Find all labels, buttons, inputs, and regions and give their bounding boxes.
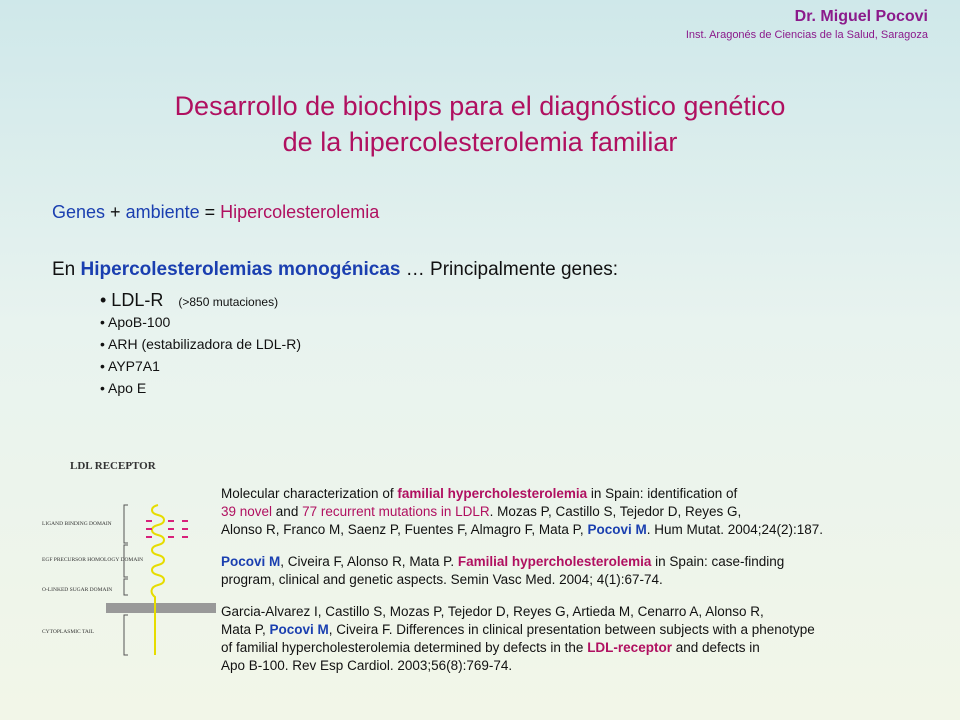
ref2-text: program, clinical and genetic aspects. Semin Vasc Med. 2004; 4(1):67-74. bbox=[221, 572, 663, 587]
ldl-receptor-diagram bbox=[40, 455, 220, 665]
intro-suffix: … Principalmente genes: bbox=[400, 259, 619, 280]
ref1-highlight: familial hypercholesterolemia bbox=[397, 486, 588, 501]
gene-item: • AYP7A1 bbox=[100, 358, 160, 374]
ref1-text: and bbox=[272, 504, 303, 519]
equation-plus: + bbox=[105, 202, 126, 222]
ref2-text: , Civeira F, Alonso R, Mata P. bbox=[280, 554, 458, 569]
ref2-highlight: Familial hypercholesterolemia bbox=[457, 554, 652, 569]
equation-result: Hipercolesterolemia bbox=[220, 202, 380, 222]
ref3-text: of familial hypercholesterolemia determined by defects in the bbox=[221, 640, 588, 655]
gene-item: • ApoB-100 bbox=[100, 314, 171, 330]
domain-brackets bbox=[124, 505, 128, 655]
title-line-2: de la hipercolesterolemia familiar bbox=[282, 127, 678, 157]
equation-genes: Genes bbox=[52, 202, 106, 222]
ref2-author-highlight: Pocovi M bbox=[221, 554, 281, 569]
figure-label-ligand: LIGAND BINDING DOMAIN bbox=[42, 521, 112, 527]
ref3-text: and defects in bbox=[671, 640, 760, 655]
equation-line bbox=[52, 202, 379, 223]
ref3-text: Apo B-100. Rev Esp Cardiol. 2003;56(8):769-74. bbox=[221, 658, 513, 673]
ref3-text: Garcia-Alvarez I, Castillo S, Mozas P, Tejedor D, Reyes G, Artieda M, Cenarro A, Alonso R, bbox=[221, 604, 764, 619]
references bbox=[221, 485, 951, 689]
ref3-author-highlight: Pocovi M bbox=[269, 622, 329, 637]
gene-item: • Apo E bbox=[100, 380, 147, 396]
ref3-text: , Civeira F. Differences in clinical presentation between subjects with a phenotype bbox=[328, 622, 815, 637]
author-institution: Inst. Aragonés de Ciencias de la Salud, Saragoza bbox=[685, 29, 928, 41]
intro-bold: Hipercolesterolemias monogénicas bbox=[80, 259, 401, 280]
ref1-text: Molecular characterization of bbox=[221, 486, 398, 501]
reference-3 bbox=[221, 603, 951, 675]
intro-prefix: En bbox=[52, 259, 81, 280]
figure-label-tail: CYTOPLASMIC TAIL bbox=[42, 629, 95, 635]
intro-line bbox=[52, 259, 618, 281]
ref2-text: in Spain: case-finding bbox=[651, 554, 785, 569]
reference-1 bbox=[221, 485, 951, 539]
equation-ambiente: ambiente bbox=[125, 202, 200, 222]
ref1-text: . Mozas P, Castillo S, Tejedor D, Reyes G, bbox=[489, 504, 742, 519]
ref1-text: . Hum Mutat. 2004;24(2):187. bbox=[646, 522, 824, 537]
author-name: Dr. Miguel Pocovi bbox=[794, 8, 928, 25]
figure-label-olinked: O-LINKED SUGAR DOMAIN bbox=[42, 587, 113, 593]
slide-title bbox=[0, 88, 960, 160]
ref1-highlight: 39 novel bbox=[221, 504, 273, 519]
ref3-highlight: LDL-receptor bbox=[587, 640, 672, 655]
gene-main-label: • LDL-R bbox=[100, 290, 164, 310]
ref1-text: in Spain: identification of bbox=[587, 486, 738, 501]
gene-main-note: (>850 mutaciones) bbox=[178, 295, 279, 309]
title-line-1: Desarrollo de biochips para el diagnóstico genético bbox=[174, 91, 786, 121]
ref1-author-highlight: Pocovi M bbox=[587, 522, 647, 537]
gene-list bbox=[100, 290, 301, 399]
figure-title: LDL RECEPTOR bbox=[70, 460, 156, 472]
cell-membrane bbox=[106, 603, 216, 613]
figure-label-egf: EGF PRECURSOR HOMOLOGY DOMAIN bbox=[42, 557, 144, 563]
ref1-highlight: 77 recurrent mutations in LDLR bbox=[302, 504, 490, 519]
ref3-text: Mata P, bbox=[221, 622, 270, 637]
reference-2 bbox=[221, 553, 951, 589]
equation-equals: = bbox=[199, 202, 221, 222]
author-block bbox=[686, 8, 928, 41]
gene-item: • ARH (estabilizadora de LDL-R) bbox=[100, 336, 301, 352]
gene-main bbox=[100, 290, 301, 311]
ref1-text: Alonso R, Franco M, Saenz P, Fuentes F, Almagro F, Mata P, bbox=[221, 522, 588, 537]
receptor-coil bbox=[152, 505, 164, 655]
